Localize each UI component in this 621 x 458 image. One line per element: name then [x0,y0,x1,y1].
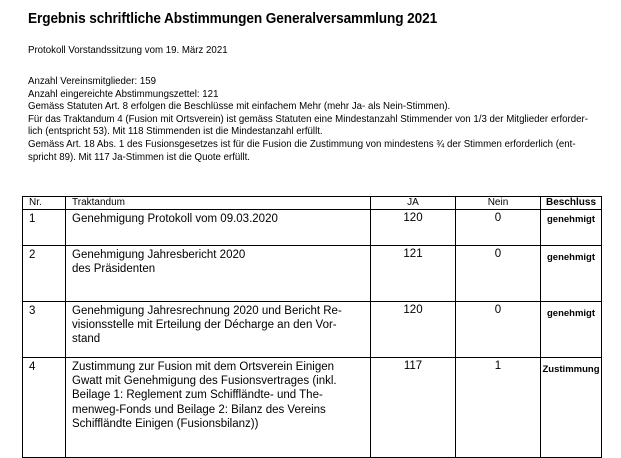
traktandum-line: Schiffländte Einigen (Fusionsbilanz)) [72,417,259,430]
traktandum-line: Genehmigung Jahresrechnung 2020 und Bericht Re- [72,305,342,317]
row-nr: 3 [23,302,66,358]
traktandum-line: Zustimmung zur Fusion mit dem Ortsverein Einigen [72,361,335,373]
header-nein: Nein [456,197,541,210]
votes-table [22,196,602,458]
row-traktandum [66,246,371,302]
info-line: lich (entspricht 53). Mit 118 Stimmenden ist die Mindestanzahl erfüllt. [28,126,323,138]
row-nr: 2 [23,246,66,302]
traktandum-line: Gwatt mit Genehmigung des Fusionsvertrages (inkl. [72,375,337,388]
row-ja: 117 [371,358,456,458]
info-line: Gemäss Statuten Art. 8 erfolgen die Beschlüsse mit einfachem Mehr (mehr Ja- als Nein-Stimmen). [28,101,451,113]
header-beschluss: Beschluss [541,197,602,210]
info-line: spricht 89). Mit 117 Ja-Stimmen ist die Quote erfüllt. [28,151,250,163]
row-traktandum [66,210,371,246]
row-nein: 0 [456,210,541,246]
info-line: Gemäss Art. 18 Abs. 1 des Fusionsgesetzes ist für die Fusion die Zustimmung von mindestens ¾ der Stimmen erforderlich (ent- [28,138,576,150]
row-ja: 120 [371,302,456,358]
traktandum-line: des Präsidenten [72,263,156,276]
row-nein: 0 [456,246,541,302]
row-ja: 120 [371,210,456,246]
table-row [23,302,602,358]
info-line: Anzahl Vereinsmitglieder: 159 [28,76,157,87]
info-line: Für das Traktandum 4 (Fusion mit Ortsverein) ist gemäss Statuten eine Mindestanzahl Stimmender von 1/3 der Mitglieder erforder- [28,113,588,125]
row-nr: 4 [23,358,66,458]
header-ja: JA [371,197,456,210]
traktandum-line: Beilage 1: Reglement zum Schiffländte- und The- [72,389,323,402]
row-nr: 1 [23,210,66,246]
protocol-line: Protokoll Vorstandssitzung vom 19. März 2021 [28,45,228,56]
header-nr: Nr. [23,197,66,210]
traktandum-line: Genehmigung Jahresbericht 2020 [72,249,246,261]
row-beschluss: genehmigt [541,246,602,302]
info-line: Anzahl eingereichte Abstimmungszettel: 121 [28,88,219,100]
table-row [23,246,602,302]
document-title: Ergebnis schriftliche Abstimmungen Generalversammlung 2021 [28,11,438,27]
table-row [23,210,602,246]
row-beschluss: genehmigt [541,210,602,246]
traktandum-line: menweg-Fonds und Beilage 2: Bilanz des Vereins [72,403,326,416]
table-header-row [23,197,602,210]
row-beschluss: Zustimmung [541,358,602,458]
info-block [28,76,598,164]
traktandum-line: Genehmigung Protokoll vom 09.03.2020 [72,213,278,225]
row-nein: 1 [456,358,541,458]
row-nein: 0 [456,302,541,358]
row-ja: 121 [371,246,456,302]
header-traktandum: Traktandum [66,197,371,210]
traktandum-line: stand [72,333,101,346]
row-traktandum [66,358,371,458]
traktandum-line: visionsstelle mit Erteilung der Décharge an den Vor- [72,319,337,332]
table-row [23,358,602,458]
row-beschluss: genehmigt [541,302,602,358]
row-traktandum [66,302,371,358]
